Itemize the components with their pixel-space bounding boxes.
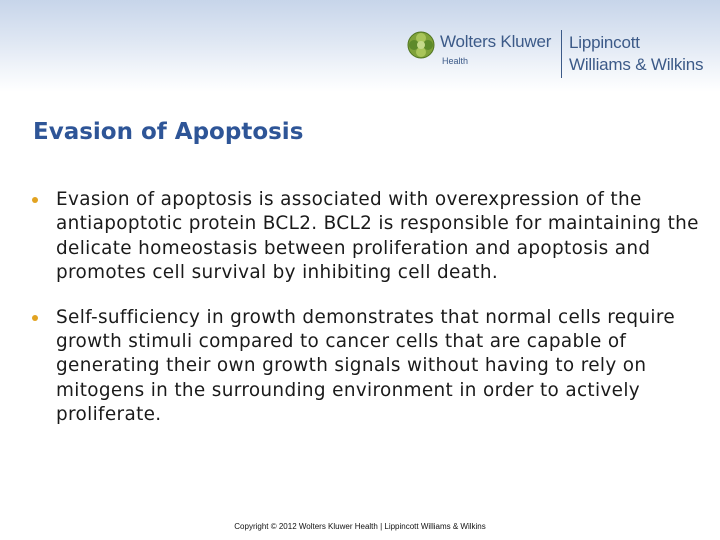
logo-sub-text: Health xyxy=(442,56,469,66)
bullet-item xyxy=(30,188,700,286)
logo-divider xyxy=(561,30,562,78)
publisher-logo xyxy=(406,26,716,82)
logo-partner-line-2: Williams & Wilkins xyxy=(569,55,704,74)
bullet-text: Self-sufficiency in growth demonstrates that normal cells require growth stimuli compared to cancer cells that are capable of generating their own growth signals without having to rely on mitogens in the surrounding environment in order to actively proliferate. xyxy=(56,306,676,426)
bullet-list xyxy=(30,188,700,428)
bullet-item xyxy=(30,306,700,428)
bullet-dot-icon xyxy=(32,197,38,203)
logo-partner-line-1: Lippincott xyxy=(569,33,640,52)
logo-brand-text: Wolters Kluwer xyxy=(440,32,552,51)
bullet-text: Evasion of apoptosis is associated with overexpression of the antiapoptotic protein BCL2. BCL2 is responsible for maintaining the delicate homeostasis between proliferation and apoptosis and promotes cell survival by inhibiting cell death. xyxy=(56,189,699,284)
bullet-dot-icon xyxy=(32,315,38,321)
slide-title: Evasion of Apoptosis xyxy=(33,119,304,145)
wolters-kluwer-logo-icon xyxy=(406,30,436,60)
footer-copyright: Copyright © 2012 Wolters Kluwer Health | Lippincott Williams & Wilkins xyxy=(234,522,486,531)
